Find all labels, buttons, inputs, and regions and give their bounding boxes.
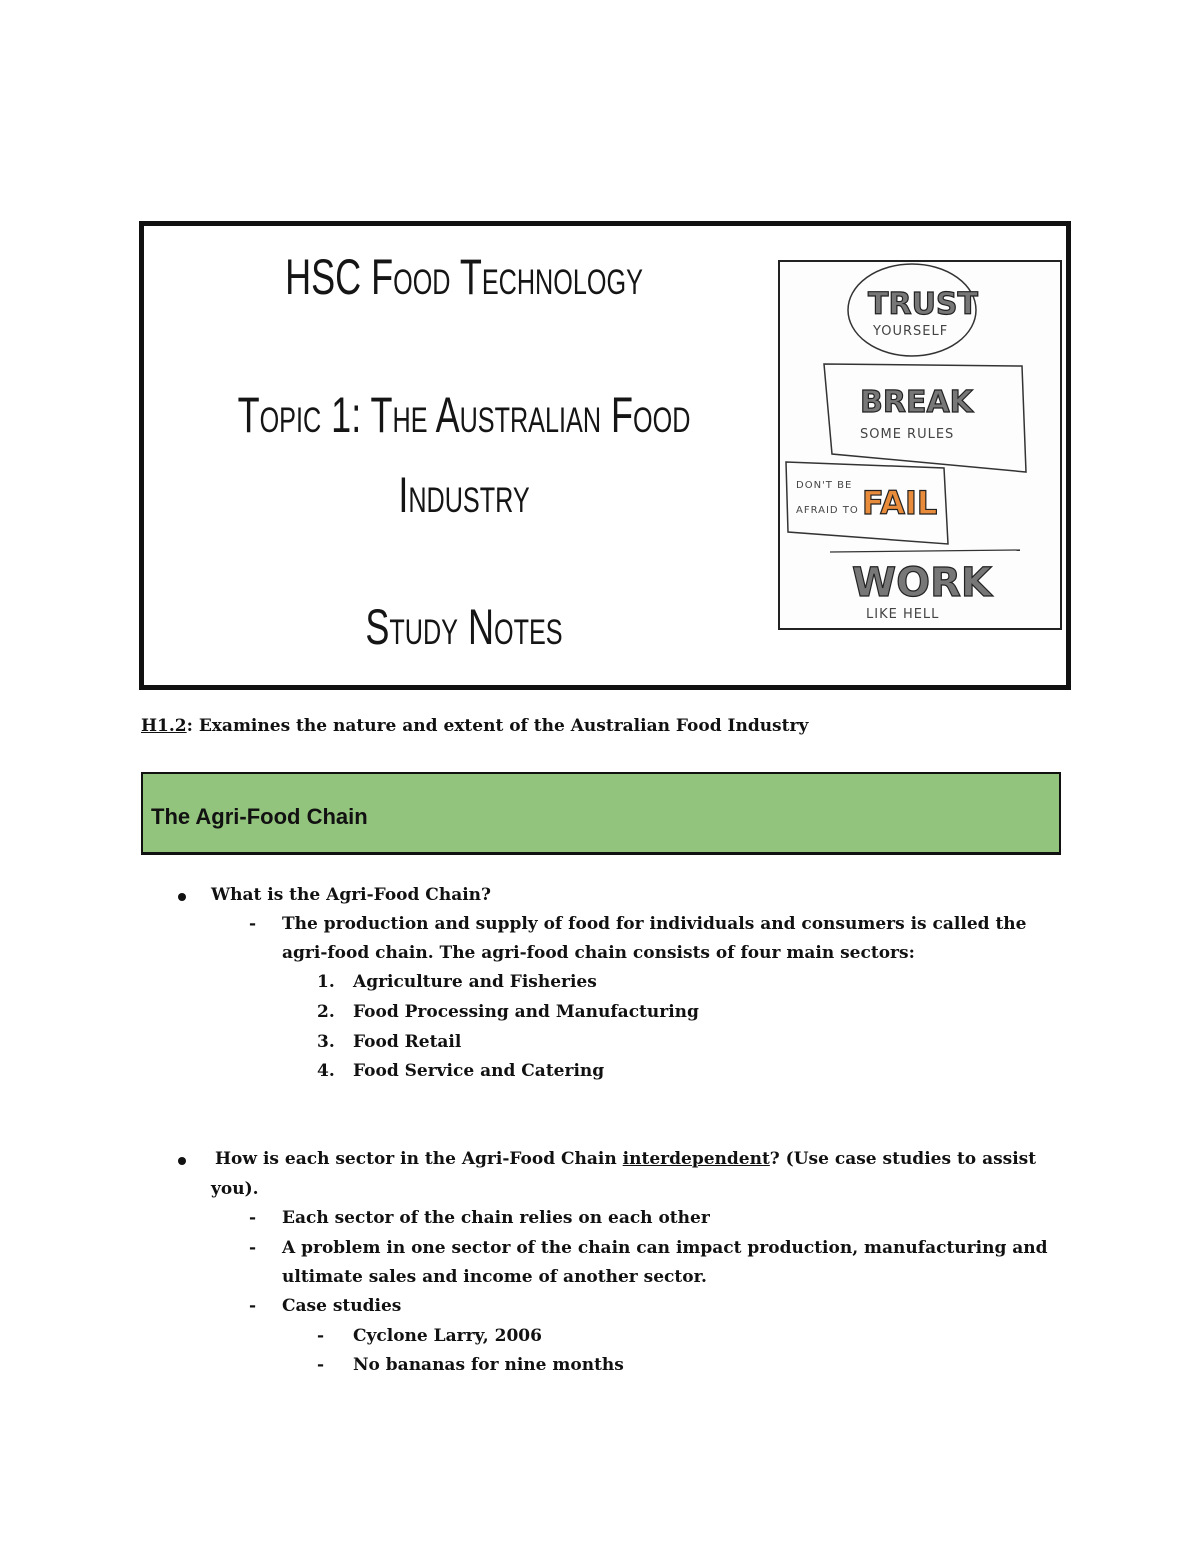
motivational-poster-image xyxy=(778,260,1062,630)
study-notes-title: Study Notes xyxy=(365,599,563,655)
poster-like-hell-text: LIKE HELL xyxy=(866,607,940,622)
sector-number: 1. xyxy=(317,972,335,992)
bullet-icon xyxy=(178,1157,186,1165)
poster-trust-text: TRUST xyxy=(868,287,978,322)
sector-label: Food Processing and Manufacturing xyxy=(353,1002,699,1022)
dash-marker: - xyxy=(249,1208,257,1228)
point-case-studies: Case studies xyxy=(282,1296,402,1316)
dash-marker: - xyxy=(249,914,257,934)
sector-number: 2. xyxy=(317,1002,335,1022)
course-title: HSC Food Technology xyxy=(285,249,643,305)
section-heading-banner xyxy=(141,772,1061,855)
poster-yourself-text: YOURSELF xyxy=(873,324,949,339)
topic-title-line1: Topic 1: The Australian Food xyxy=(237,387,691,443)
bullet-icon xyxy=(178,893,186,901)
section-heading-title: The Agri-Food Chain xyxy=(151,804,368,829)
point-problem-impact-line-2: ultimate sales and income of another sector. xyxy=(282,1267,707,1287)
point-relies-on-each-other: Each sector of the chain relies on each other xyxy=(282,1208,710,1228)
sector-number: 4. xyxy=(317,1061,335,1081)
poster-dont-be-text: DON'T BE xyxy=(796,480,853,491)
question-text-end: ? (Use case studies to assist xyxy=(769,1149,1037,1169)
sector-label: Food Service and Catering xyxy=(353,1061,605,1081)
dash-marker: - xyxy=(249,1296,257,1316)
point-problem-impact-line-1: A problem in one sector of the chain can impact production, manufacturing and xyxy=(282,1238,1048,1258)
poster-work-text: WORK xyxy=(852,560,992,606)
poster-afraid-to-text: AFRAID TO xyxy=(796,505,859,516)
poster-fail-text: FAIL xyxy=(862,484,938,522)
question-agri-food-chain: What is the Agri-Food Chain? xyxy=(211,885,491,905)
dash-marker: - xyxy=(317,1326,325,1346)
syllabus-outcome xyxy=(141,716,808,736)
sector-label: Agriculture and Fisheries xyxy=(353,972,597,992)
sector-label: Food Retail xyxy=(353,1032,462,1052)
answer-line-2: agri-food chain. The agri-food chain consists of four main sectors: xyxy=(282,943,915,963)
question-text-start: How is each sector in the Agri-Food Chain xyxy=(215,1149,623,1169)
poster-break-text: BREAK xyxy=(860,385,973,420)
dash-marker: - xyxy=(249,1238,257,1258)
sector-number: 3. xyxy=(317,1032,335,1052)
title-box xyxy=(139,221,1071,690)
topic-title-line2: Industry xyxy=(398,467,530,523)
dash-marker: - xyxy=(317,1355,325,1375)
outcome-code: H1.2 xyxy=(141,716,187,736)
case-study-no-bananas: No bananas for nine months xyxy=(353,1355,624,1375)
poster-some-rules-text: SOME RULES xyxy=(860,427,955,442)
question-interdependent xyxy=(215,1149,1036,1169)
title-text-block xyxy=(144,226,784,685)
question-interdependent-line-2: you). xyxy=(211,1179,259,1199)
answer-line-1: The production and supply of food for individuals and consumers is called the xyxy=(282,914,1027,934)
outcome-description: : Examines the nature and extent of the Australian Food Industry xyxy=(186,716,809,736)
interdependent-term: interdependent xyxy=(622,1149,770,1169)
case-study-cyclone-larry: Cyclone Larry, 2006 xyxy=(353,1326,542,1346)
